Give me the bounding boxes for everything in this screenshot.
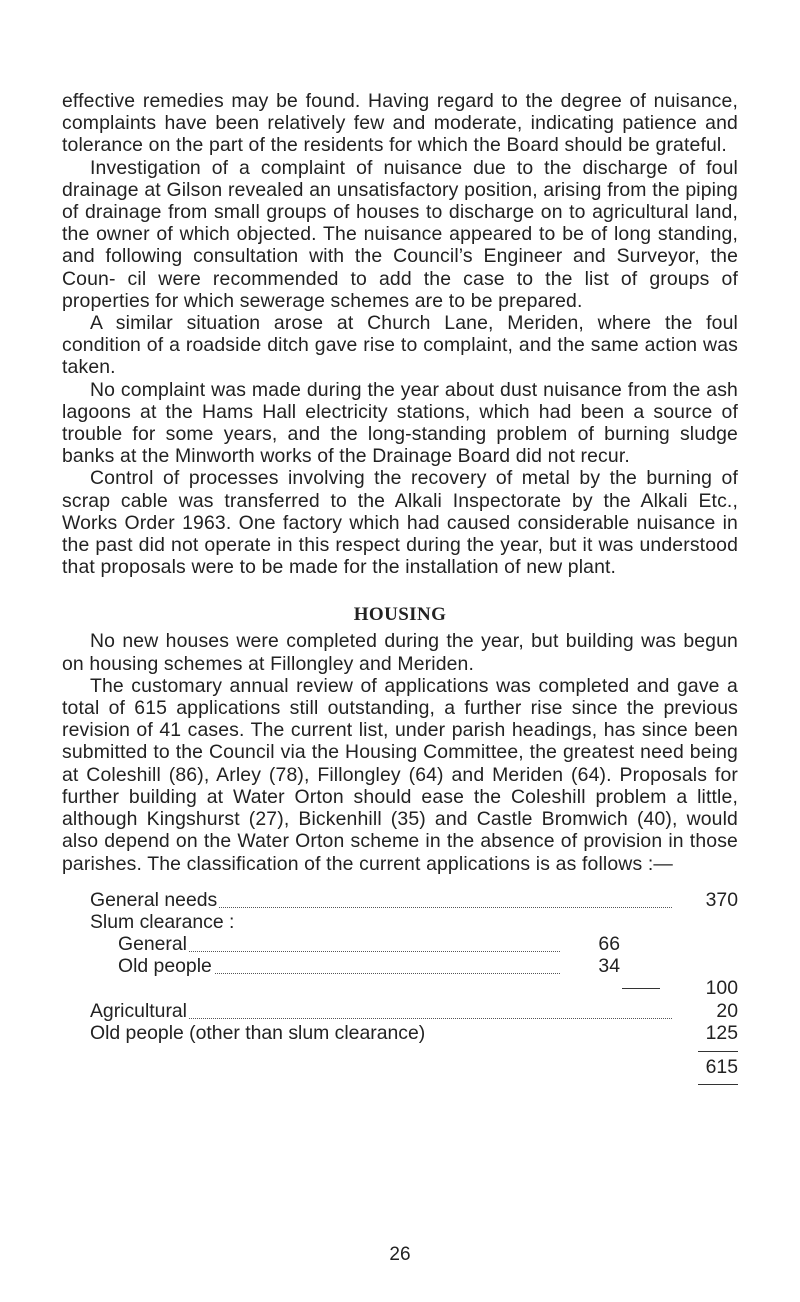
total-top-rule [698,1051,738,1052]
paragraph-scrap-cable: Control of processes involving the recovery of metal by the burning of scrap cable was transferred to the Alkali Inspectorate by the Alkali Etc., Works Order 1963. One factory which had caused considerable nuisance in the past did not operate in this respect during the year, but it was understood that proposals were to be made for the installation of new plant. [62,467,738,579]
row-slum-old-people [62,955,738,977]
label-agricultural: Agricultural [90,999,187,1022]
value-total: 615 [705,1056,738,1079]
value-old-people-other: 125 [705,1021,738,1044]
page-number: 26 [389,1244,411,1265]
label-slum-old-people: Old people [118,955,212,978]
value-general-needs: 370 [705,888,738,911]
row-total [62,1044,738,1079]
row-agricultural [62,1000,738,1022]
value-agricultural: 20 [716,999,738,1022]
subtotal-rule [622,988,660,989]
value-slum-old-people: 34 [598,955,620,978]
paragraph-new-houses: No new houses were completed during the year, but building was begun on housing schemes at Fillongley and Meriden. [62,630,738,675]
paragraph-church-lane: A similar situation arose at Church Lane, Meriden, where the foul condition of a roadside ditch gave rise to complaint, and the same action was taken. [62,312,738,379]
row-slum-subtotal [62,977,738,999]
total-bottom-rule [698,1084,738,1085]
row-slum-clearance [62,911,738,933]
paragraph-remedies: effective remedies may be found. Having regard to the degree of nuisance, complaints have been relatively few and moderate, indicating patience and tolerance on the part of the residents for which the Board should be grateful. [62,90,738,157]
label-slum-clearance: Slum clearance : [90,910,235,933]
value-slum-subtotal: 100 [705,977,738,1000]
value-slum-general: 66 [598,933,620,956]
section-heading-housing: HOUSING [353,604,447,626]
paragraph-dust-nuisance: No complaint was made during the year about dust nuisance from the ash lagoons at the Hams Hall electricity stations, which had been a source of trouble for some years, and the long-standing problem of burning sludge banks at the Minworth works of the Drainage Board did not recur. [62,378,738,468]
label-slum-general: General [118,933,187,956]
row-old-people-other [62,1022,738,1044]
row-slum-general [62,933,738,955]
applications-table [62,888,738,1079]
paragraph-gilson: Investigation of a complaint of nuisance due to the discharge of foul drainage at Gilson revealed an unsatisfactory position, arising from the piping of drainage from small groups of houses to discharge on to agricultural land, the owner of which objected. The nuisance appeared to be of long standing, and following consultation with the Council’s Engineer and Surveyor, the Coun- cil were recommended to add the case to the list of groups of properties for which sewerage schemes are to be prepared. [62,156,738,312]
paragraph-annual-review: The customary annual review of applications was completed and gave a total of 615 applications still outstanding, a further rise since the previous revision of 41 cases. The current list, under parish headings, has since been submitted to the Council via the Housing Committee, the greatest need being at Coleshill (86), Arley (78), Fillongley (64) and Meriden (64). Proposals for further building at Water Orton should ease the Coleshill problem a little, although Kingshurst (27), Bickenhill (35) and Castle Bromwich (40), would also depend on the Water Orton scheme in the absence of provision in those parishes. The classification of the current applications is as follows :— [62,674,738,875]
label-general-needs: General needs [90,888,218,911]
document-page [62,90,738,1079]
label-old-people-other: Old people (other than slum clearance) [90,1021,426,1044]
row-general-needs [62,889,738,911]
